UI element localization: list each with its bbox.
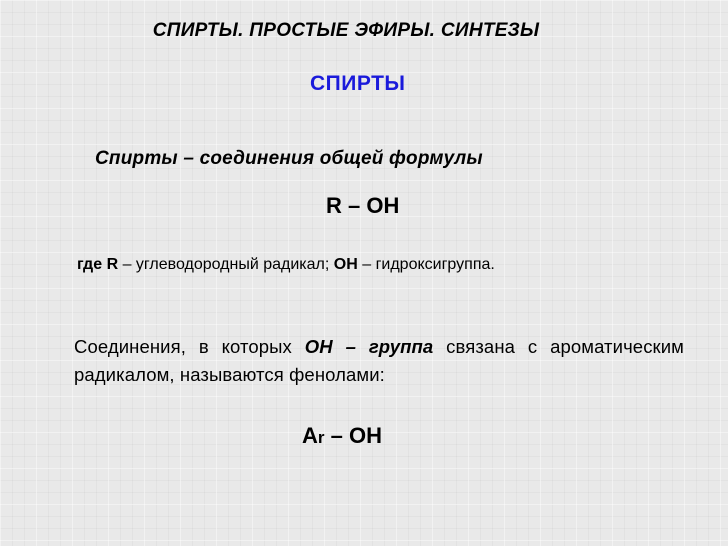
slide-title: СПИРТЫ. ПРОСТЫЕ ЭФИРЫ. СИНТЕЗЫ [152, 20, 540, 41]
aryl-oh: – OH [324, 423, 382, 448]
alcohol-definition: Спирты – соединения общей формулы [95, 148, 483, 169]
oh-symbol: OH [333, 256, 358, 273]
aryl-r: r [317, 428, 325, 447]
r-symbol: R [106, 256, 119, 273]
phenol-formula [302, 423, 382, 449]
section-heading: СПИРТЫ [310, 72, 406, 95]
oh-description: – гидроксигруппа. [357, 256, 495, 273]
phenol-text-end: связана с ароматическим радикалом, называются фенолами: [74, 336, 684, 385]
general-formula: R – OH [326, 193, 400, 218]
r-description: – углеводородный радикал; [118, 256, 334, 273]
phenol-text-start: Соединения, в которых [74, 336, 305, 357]
formula-explanation [77, 256, 495, 274]
aryl-a: A [302, 423, 318, 448]
oh-group-emphasis: OH – группа [304, 336, 434, 357]
where-word: где [77, 256, 103, 273]
phenol-paragraph [74, 333, 684, 389]
